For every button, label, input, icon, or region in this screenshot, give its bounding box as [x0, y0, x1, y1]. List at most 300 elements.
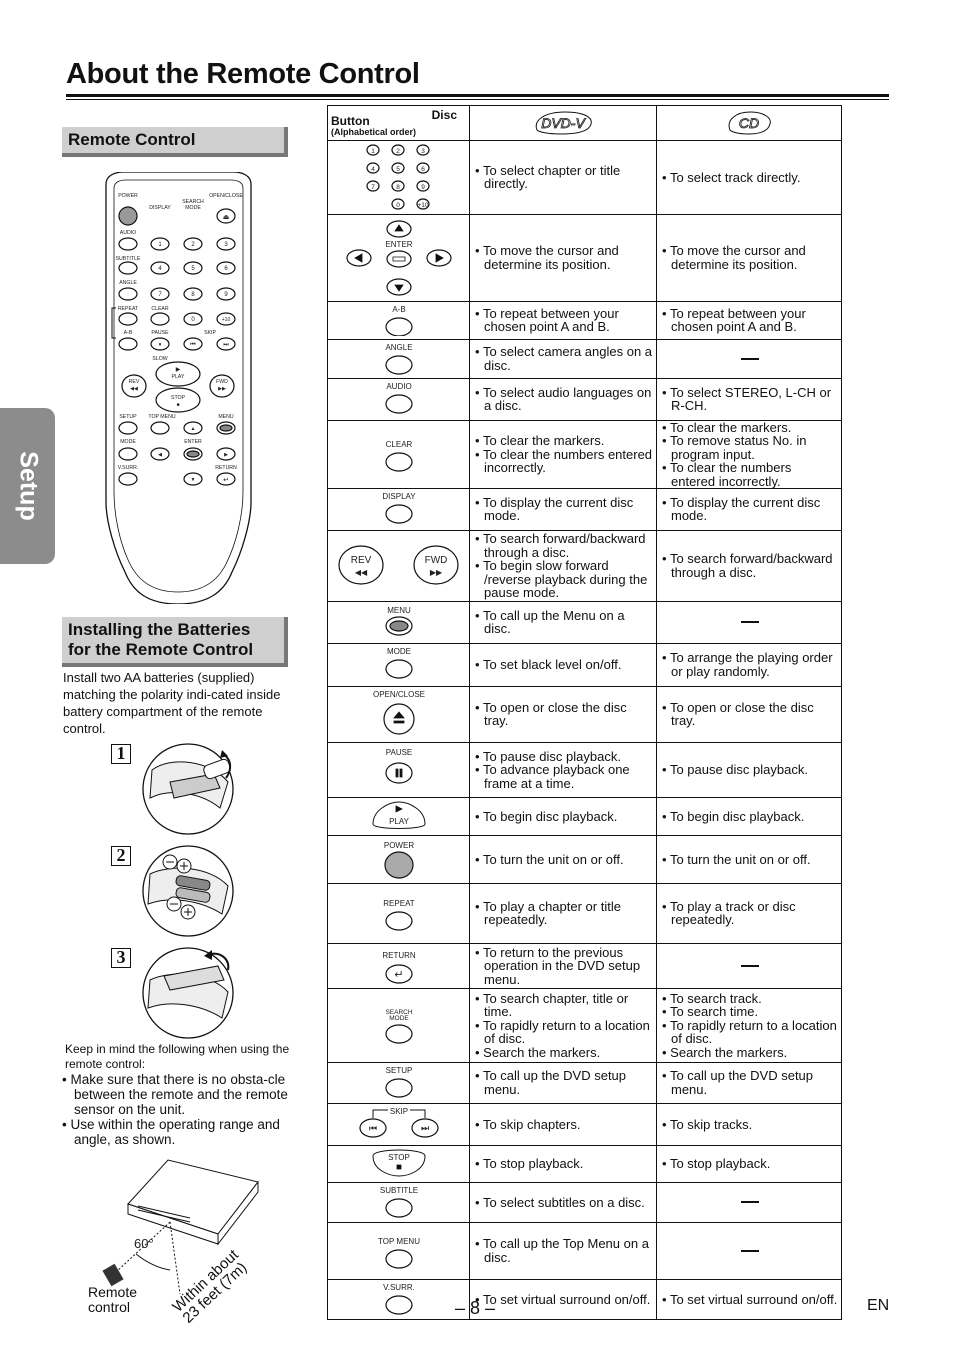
function-list — [474, 307, 654, 334]
button-cell — [328, 379, 470, 421]
dvd-function-cell — [470, 742, 657, 798]
svg-text:OPEN/CLOSE: OPEN/CLOSE — [372, 690, 426, 699]
header-button: Button — [331, 114, 370, 128]
button-cell — [328, 884, 470, 944]
page-title: About the Remote Control — [66, 58, 420, 90]
note-item: • Use within the operating range and angle, as shown. — [62, 1117, 294, 1147]
cd-function-cell — [657, 379, 842, 421]
function-list — [474, 1237, 654, 1264]
table-row — [328, 420, 842, 489]
page-number: – 8 – — [455, 1298, 496, 1318]
svg-text:2: 2 — [396, 148, 400, 155]
function-item: • To call up the Top Menu on a disc. — [474, 1237, 654, 1264]
svg-text:CLEAR: CLEAR — [385, 440, 413, 449]
button-icon-7 — [328, 531, 470, 599]
function-list — [661, 900, 839, 927]
table-row — [328, 1062, 842, 1104]
button-icon-21 — [328, 1223, 470, 1277]
cd-function-cell — [657, 602, 842, 644]
function-item: • To open or close the disc tray. — [661, 701, 839, 728]
function-item: • To select audio languages on a disc. — [474, 386, 654, 413]
function-item: • To begin slow forward /reverse playback during the pause mode. — [474, 559, 654, 600]
table-row — [328, 1183, 842, 1223]
button-cell — [328, 302, 470, 340]
function-item: • To skip tracks. — [661, 1118, 839, 1132]
function-item: • To move the cursor and determine its position. — [661, 244, 839, 271]
function-item: • To select STEREO, L-CH or R-CH. — [661, 386, 839, 413]
svg-text:3: 3 — [224, 242, 228, 248]
svg-text:AUDIO: AUDIO — [119, 230, 137, 236]
batteries-instructions: Install two AA batteries (supplied) matching the polarity indi-cated inside battery compartment of the remote control. — [63, 670, 281, 736]
table-row — [328, 1222, 842, 1280]
table-row — [328, 489, 842, 531]
function-item: • To return to the previous operation in the DVD setup menu. — [474, 946, 654, 987]
svg-text:REV: REV — [350, 554, 372, 566]
svg-text:RETURN: RETURN — [382, 950, 416, 960]
not-applicable-dash — [741, 621, 759, 623]
svg-text:REPEAT: REPEAT — [117, 306, 139, 312]
button-icon-8 — [328, 602, 470, 640]
button-cell — [328, 835, 470, 884]
svg-text:▶▶: ▶▶ — [429, 567, 443, 577]
function-list — [474, 1157, 654, 1171]
function-list — [474, 164, 654, 191]
svg-text:◀◀: ◀◀ — [130, 386, 138, 392]
remote-label: Remote control — [88, 1284, 138, 1315]
table-row — [328, 742, 842, 798]
table-row — [328, 1145, 842, 1183]
dvd-function-cell — [470, 798, 657, 836]
function-item: • Search the markers. — [661, 1046, 839, 1060]
cd-function-cell — [657, 339, 842, 379]
cd-function-cell — [657, 420, 842, 489]
function-item: • To play a chapter or title repeatedly. — [474, 900, 654, 927]
svg-text:SEARCH: SEARCH — [182, 199, 204, 205]
dvd-video-logo — [531, 110, 595, 136]
svg-text:↵: ↵ — [223, 477, 229, 484]
cd-logo-cell — [657, 106, 842, 141]
function-list — [661, 552, 839, 579]
function-list — [661, 1157, 839, 1171]
function-item: • To stop playback. — [661, 1157, 839, 1171]
svg-text:MODE: MODE — [387, 646, 411, 656]
svg-text:4: 4 — [158, 266, 162, 272]
svg-text:SEARCH: SEARCH — [385, 1009, 413, 1016]
function-item: • To clear the numbers entered incorrectly. — [661, 461, 839, 488]
cd-function-cell — [657, 884, 842, 944]
svg-text:7: 7 — [371, 184, 375, 191]
svg-text:▶: ▶ — [224, 452, 228, 458]
notes-list — [62, 1072, 294, 1147]
function-list — [474, 1069, 654, 1096]
function-item: • To rapidly return to a location of disc. — [474, 1019, 654, 1046]
table-row — [328, 835, 842, 884]
function-item: • To arrange the playing order or play randomly. — [661, 651, 839, 678]
function-list — [474, 496, 654, 523]
button-icon-0 — [328, 141, 470, 211]
note-item: • Make sure that there is no obsta-cle between the remote and the remote sensor on the unit. — [62, 1072, 294, 1117]
svg-text:PLAY: PLAY — [171, 374, 185, 380]
dvd-function-cell — [470, 489, 657, 531]
cd-function-cell — [657, 214, 842, 302]
function-item: • To open or close the disc tray. — [474, 701, 654, 728]
button-function-table — [327, 105, 842, 1320]
button-icon-13 — [328, 836, 470, 881]
remote-control-drawing — [100, 172, 257, 604]
batteries-heading: Installing the Batteries for the Remote Control — [62, 617, 288, 667]
header-button-disc-cell — [328, 106, 470, 141]
function-list — [474, 701, 654, 728]
function-item: • To display the current disc mode. — [661, 496, 839, 523]
function-item: • To turn the unit on or off. — [474, 853, 654, 867]
button-cell — [328, 214, 470, 302]
title-rule-thin — [66, 99, 889, 100]
function-item: • To begin disc playback. — [661, 810, 839, 824]
function-item: • To call up the DVD setup menu. — [474, 1069, 654, 1096]
button-icon-20 — [328, 1183, 470, 1219]
table-row — [328, 602, 842, 644]
remote-control-heading: Remote Control — [62, 127, 288, 157]
svg-text:REV: REV — [128, 379, 140, 385]
dvd-function-cell — [470, 420, 657, 489]
svg-text:2: 2 — [191, 242, 195, 248]
svg-text:ENTER: ENTER — [385, 239, 413, 249]
button-icon-9 — [328, 644, 470, 684]
step-number-3: 3 — [111, 948, 131, 968]
dvd-function-cell — [470, 602, 657, 644]
dvd-function-cell — [470, 214, 657, 302]
battery-step2-illustration — [140, 844, 236, 938]
function-item: • To repeat between your chosen point A and B. — [661, 307, 839, 334]
table-row — [328, 214, 842, 302]
function-list — [661, 386, 839, 413]
function-item: • To search chapter, title or time. — [474, 992, 654, 1019]
svg-text:⏏: ⏏ — [222, 214, 230, 221]
svg-text:POWER: POWER — [118, 193, 138, 199]
table-row — [328, 1104, 842, 1146]
function-item: • To clear the markers. — [474, 434, 654, 448]
function-list — [474, 810, 654, 824]
svg-text:STOP: STOP — [170, 395, 186, 401]
button-icon-19 — [328, 1146, 470, 1180]
function-list — [661, 763, 839, 777]
svg-text:SETUP: SETUP — [119, 414, 137, 420]
function-list — [474, 1196, 654, 1210]
svg-text:8: 8 — [396, 184, 400, 191]
cd-function-cell — [657, 798, 842, 836]
cd-function-cell — [657, 1222, 842, 1280]
function-item: • Search the markers. — [474, 1046, 654, 1060]
button-icon-1 — [328, 215, 470, 299]
button-icon-4 — [328, 379, 470, 417]
button-cell — [328, 1183, 470, 1223]
svg-text:V.SURR.: V.SURR. — [117, 465, 139, 471]
svg-text:STOP: STOP — [388, 1152, 410, 1162]
button-cell — [328, 420, 470, 489]
svg-text:+10: +10 — [417, 202, 429, 209]
function-list — [661, 496, 839, 523]
dvd-function-cell — [470, 1183, 657, 1223]
function-item: • To stop playback. — [474, 1157, 654, 1171]
table-row — [328, 798, 842, 836]
svg-text:MODE: MODE — [120, 439, 136, 445]
cd-function-cell — [657, 1145, 842, 1183]
svg-text:PLAY: PLAY — [389, 817, 409, 826]
dvd-function-cell — [470, 835, 657, 884]
function-item: • To clear the markers. — [661, 421, 839, 435]
svg-text:CLEAR: CLEAR — [151, 306, 169, 312]
dvd-function-cell — [470, 1280, 657, 1320]
function-item: • To display the current disc mode. — [474, 496, 654, 523]
svg-text:5: 5 — [191, 266, 195, 272]
button-icon-5 — [328, 423, 470, 483]
table-row — [328, 687, 842, 743]
title-rule — [66, 94, 889, 97]
function-list — [661, 992, 839, 1060]
svg-text:OPEN/CLOSE: OPEN/CLOSE — [209, 193, 243, 199]
remote-illustration — [100, 172, 257, 604]
svg-text:FWD: FWD — [216, 379, 228, 385]
button-cell — [328, 489, 470, 531]
function-list — [474, 658, 654, 672]
function-item: • To search forward/backward through a disc. — [474, 532, 654, 559]
dvd-function-cell — [470, 989, 657, 1063]
button-cell — [328, 141, 470, 215]
svg-text:▼: ▼ — [190, 477, 196, 483]
svg-text:ANGLE: ANGLE — [385, 342, 413, 352]
function-list — [661, 1069, 839, 1096]
svg-text:SUBTITLE: SUBTITLE — [115, 256, 141, 262]
battery-step1-illustration — [140, 742, 236, 836]
language-label: EN — [867, 1297, 890, 1314]
button-cell — [328, 339, 470, 379]
button-icon-18 — [328, 1104, 470, 1142]
step-number-1: 1 — [111, 744, 131, 764]
button-cell — [328, 742, 470, 798]
angle-label: 60° — [134, 1236, 154, 1251]
table-row — [328, 884, 842, 944]
button-cell — [328, 943, 470, 989]
table-row — [328, 379, 842, 421]
function-item: • To set virtual surround on/off. — [661, 1293, 839, 1307]
cd-function-cell — [657, 489, 842, 531]
svg-text:ANGLE: ANGLE — [119, 280, 137, 286]
function-item: • To select chapter or title directly. — [474, 164, 654, 191]
function-list — [661, 307, 839, 334]
function-list — [661, 244, 839, 271]
function-item: • To call up the Menu on a disc. — [474, 609, 654, 636]
function-item: • To clear the numbers entered incorrectly. — [474, 448, 654, 475]
function-item: • To search time. — [661, 1005, 839, 1019]
button-cell — [328, 1062, 470, 1104]
not-applicable-dash — [741, 1250, 759, 1252]
svg-text:CD: CD — [738, 115, 760, 131]
svg-text:MODE: MODE — [389, 1015, 409, 1022]
svg-text:POWER: POWER — [383, 840, 415, 850]
function-item: • To play a track or disc repeatedly. — [661, 900, 839, 927]
svg-text:⏭: ⏭ — [420, 1123, 430, 1133]
table-row — [328, 943, 842, 989]
svg-text:SETUP: SETUP — [385, 1065, 413, 1075]
header-disc: Disc — [431, 108, 457, 122]
button-cell — [328, 687, 470, 743]
svg-text:0: 0 — [191, 317, 195, 323]
function-item: • To pause disc playback. — [661, 763, 839, 777]
button-icon-11 — [328, 743, 470, 795]
cd-function-cell — [657, 1104, 842, 1146]
svg-text:⏸: ⏸ — [158, 342, 162, 348]
svg-text:▶: ▶ — [175, 367, 181, 373]
cd-function-cell — [657, 1280, 842, 1320]
cd-function-cell — [657, 1183, 842, 1223]
button-cell — [328, 530, 470, 602]
svg-text:◀: ◀ — [158, 452, 162, 458]
function-item: • To pause disc playback. — [474, 750, 654, 764]
function-item: • To move the cursor and determine its position. — [474, 244, 654, 271]
svg-text:8: 8 — [191, 292, 195, 298]
svg-text:1: 1 — [371, 148, 375, 155]
function-item: • To search forward/backward through a disc. — [661, 552, 839, 579]
button-icon-2 — [328, 302, 470, 336]
function-list — [661, 171, 839, 185]
function-item: • To advance playback one frame at a time. — [474, 763, 654, 790]
cd-function-cell — [657, 835, 842, 884]
table-row — [328, 1280, 842, 1320]
svg-text:DISPLAY: DISPLAY — [382, 492, 416, 501]
svg-text:PAUSE: PAUSE — [385, 747, 413, 757]
svg-text:▲: ▲ — [190, 426, 196, 432]
function-list — [474, 900, 654, 927]
function-list — [474, 244, 654, 271]
svg-text:A-B: A-B — [123, 330, 133, 336]
function-list — [661, 421, 839, 489]
function-list — [474, 992, 654, 1060]
table-row — [328, 302, 842, 340]
dvd-logo-cell — [470, 106, 657, 141]
range-label: Within about 23 feet (7m) — [169, 1246, 251, 1327]
function-item: • To skip chapters. — [474, 1118, 654, 1132]
cd-function-cell — [657, 742, 842, 798]
function-item: • To select camera angles on a disc. — [474, 345, 654, 372]
dvd-function-cell — [470, 687, 657, 743]
svg-text:TOP MENU: TOP MENU — [378, 1236, 420, 1246]
button-cell — [328, 643, 470, 687]
svg-text:DISPLAY: DISPLAY — [149, 205, 171, 211]
cd-function-cell — [657, 302, 842, 340]
dvd-function-cell — [470, 643, 657, 687]
dvd-function-cell — [470, 884, 657, 944]
dvd-function-cell — [470, 943, 657, 989]
button-cell — [328, 602, 470, 644]
not-applicable-dash — [741, 1201, 759, 1203]
svg-text:MENU: MENU — [218, 414, 234, 420]
dvd-function-cell — [470, 1145, 657, 1183]
cd-function-cell — [657, 643, 842, 687]
svg-text:SUBTITLE: SUBTITLE — [379, 1186, 419, 1195]
function-list — [474, 1293, 654, 1307]
table-row — [328, 989, 842, 1063]
svg-text:◀◀: ◀◀ — [354, 567, 368, 577]
svg-text:PAUSE: PAUSE — [151, 330, 169, 336]
function-list — [474, 609, 654, 636]
svg-text:V.SURR.: V.SURR. — [383, 1283, 415, 1292]
dvd-function-cell — [470, 1104, 657, 1146]
button-icon-12 — [328, 798, 470, 832]
button-icon-14 — [328, 884, 470, 940]
function-list — [661, 1118, 839, 1132]
cd-function-cell — [657, 943, 842, 989]
svg-text:↵: ↵ — [394, 968, 404, 981]
button-icon-16 — [328, 989, 470, 1059]
table-row — [328, 141, 842, 215]
table-header-row — [328, 106, 842, 141]
battery-step3-illustration — [140, 946, 236, 1040]
function-item: • To begin disc playback. — [474, 810, 654, 824]
svg-text:TOP MENU: TOP MENU — [148, 414, 176, 420]
svg-text:⏮: ⏮ — [190, 342, 196, 348]
dvd-function-cell — [470, 302, 657, 340]
svg-text:9: 9 — [421, 184, 425, 191]
button-cell — [328, 989, 470, 1063]
cd-function-cell — [657, 687, 842, 743]
svg-text:FWD: FWD — [424, 554, 448, 566]
function-item: • To remove status No. in program input. — [661, 434, 839, 461]
dvd-function-cell — [470, 141, 657, 215]
function-list — [661, 1293, 839, 1307]
function-list — [474, 1118, 654, 1132]
cd-function-cell — [657, 530, 842, 602]
button-cell — [328, 1222, 470, 1280]
svg-text:7: 7 — [158, 292, 162, 298]
svg-text:RETURN: RETURN — [215, 465, 237, 471]
table-row — [328, 643, 842, 687]
svg-text:A-B: A-B — [392, 305, 406, 314]
setup-side-tab: Setup — [0, 408, 55, 564]
cd-function-cell — [657, 989, 842, 1063]
button-icon-17 — [328, 1063, 470, 1101]
svg-text:0: 0 — [396, 202, 400, 209]
function-item: • To repeat between your chosen point A and B. — [474, 307, 654, 334]
function-item: • To call up the DVD setup menu. — [661, 1069, 839, 1096]
svg-text:■: ■ — [176, 402, 180, 408]
cd-function-cell — [657, 141, 842, 215]
button-icon-3 — [328, 340, 470, 376]
svg-text:4: 4 — [371, 166, 375, 173]
function-list — [474, 386, 654, 413]
function-item: • To turn the unit on or off. — [661, 853, 839, 867]
svg-text:6: 6 — [421, 166, 425, 173]
function-list — [661, 651, 839, 678]
svg-text:3: 3 — [421, 148, 425, 155]
button-icon-10 — [328, 687, 470, 739]
svg-text:MODE: MODE — [185, 205, 201, 211]
not-applicable-dash — [741, 965, 759, 967]
svg-text:SLOW: SLOW — [152, 356, 168, 362]
function-list — [474, 853, 654, 867]
notes-intro: Keep in mind the following when using the remote control: — [65, 1042, 290, 1071]
function-item: • To select track directly. — [661, 171, 839, 185]
not-applicable-dash — [741, 358, 759, 360]
function-item: • To rapidly return to a location of disc. — [661, 1019, 839, 1046]
function-list — [474, 946, 654, 987]
button-icon-22 — [328, 1280, 470, 1316]
svg-text:6: 6 — [224, 266, 228, 272]
dvd-function-cell — [470, 339, 657, 379]
function-list — [474, 750, 654, 791]
svg-text:AUDIO: AUDIO — [386, 382, 412, 391]
function-list — [661, 810, 839, 824]
function-list — [474, 434, 654, 475]
